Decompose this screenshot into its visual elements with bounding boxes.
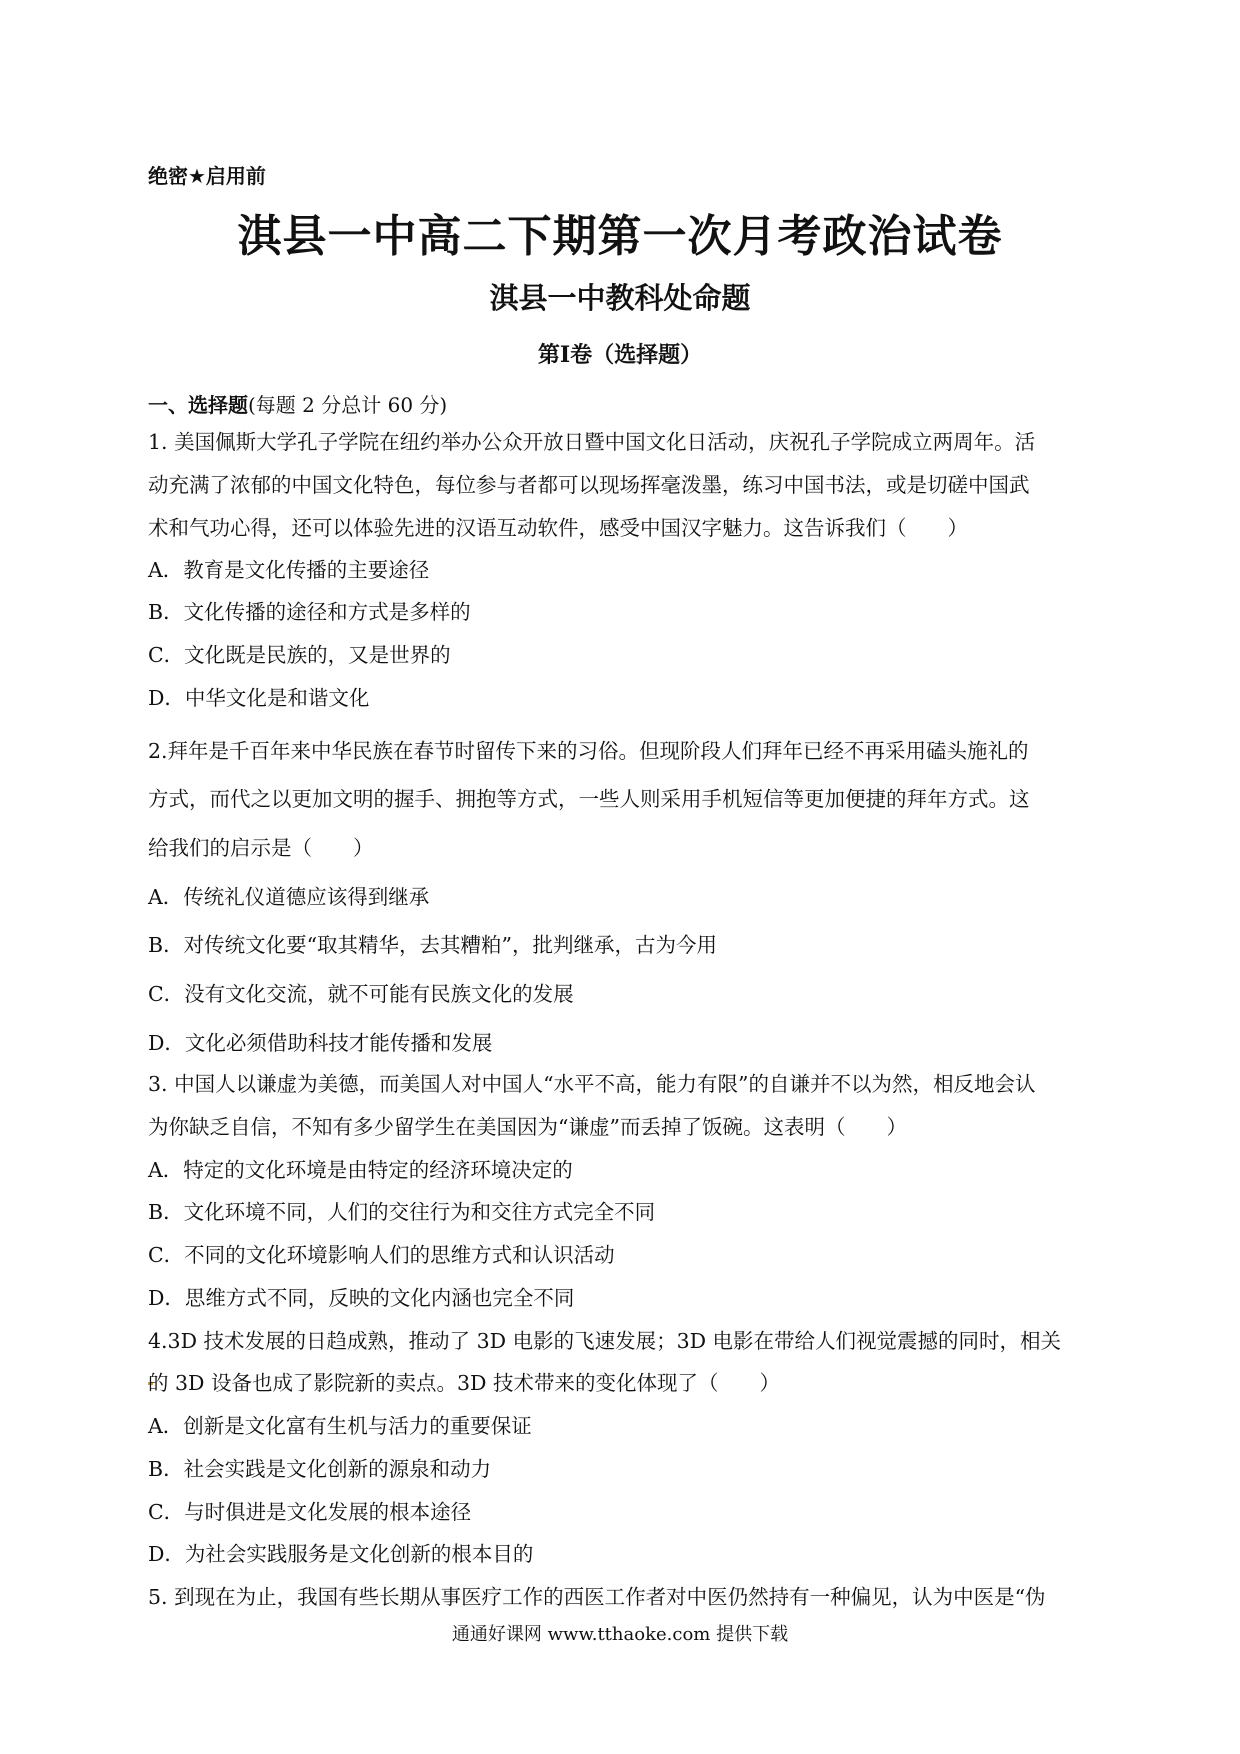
question-2-option-c: C．没有文化交流，就不可能有民族文化的发展: [148, 982, 574, 1006]
question-4-option-b: B．社会实践是文化创新的源泉和动力: [148, 1457, 492, 1481]
question-3-line-2: 为你缺乏自信，不知有多少留学生在美国因为“谦虚”而丢掉了饭碗。这表明（ ）: [148, 1115, 907, 1139]
question-3-option-a: A．特定的文化环境是由特定的经济环境决定的: [148, 1158, 573, 1182]
question-4-line-2: 的 3D 设备也成了影院新的卖点。3D 技术带来的变化体现了（ ）: [148, 1371, 781, 1395]
question-1-line-3: 术和气功心得，还可以体验先进的汉语互动软件，感受中国汉字魅力。这告诉我们（ ）: [148, 516, 968, 540]
question-4-option-a: A．创新是文化富有生机与活力的重要保证: [148, 1414, 532, 1438]
question-3-line-1: 3. 中国人以谦虚为美德，而美国人对中国人“水平不高，能力有限”的自谦并不以为然，相反地会认: [148, 1072, 1036, 1096]
question-2-line-3: 给我们的启示是（ ）: [148, 836, 374, 860]
question-4-line-1: 4.3D 技术发展的日趋成熟，推动了 3D 电影的飞速发展；3D 电影在带给人们视觉震撼的同时，相关: [148, 1329, 1062, 1353]
question-2-option-b: B．对传统文化要“取其精华，去其糟粕”，批判继承，古为今用: [148, 933, 718, 957]
question-4-option-c: C．与时俱进是文化发展的根本途径: [148, 1500, 472, 1524]
question-2-line-1: 2.拜年是千百年来中华民族在春节时留传下来的习俗。但现阶段人们拜年已经不再采用磕头施礼的: [148, 739, 1029, 763]
page-footer: 通通好课网 www.tthaoke.com 提供下载: [451, 1624, 789, 1645]
question-3-option-d: D．思维方式不同，反映的文化内涵也完全不同: [148, 1286, 575, 1310]
question-2-option-a: A．传统礼仪道德应该得到继承: [148, 885, 430, 909]
exam-title: 淇县一中高二下期第一次月考政治试卷: [237, 211, 1003, 262]
question-2-option-d: D．文化必须借助科技才能传播和发展: [148, 1031, 493, 1055]
question-3-option-b: B．文化环境不同，人们的交往行为和交往方式完全不同: [148, 1200, 656, 1224]
question-1-line-2: 动充满了浓郁的中国文化特色，每位参与者都可以现场挥毫泼墨，练习中国书法，或是切磋中国武: [148, 473, 1030, 497]
secret-label: 绝密★启用前: [148, 164, 266, 188]
question-1-option-d: D．中华文化是和谐文化: [148, 686, 370, 710]
volume-heading: 第Ⅰ卷（选择题）: [537, 342, 703, 368]
exam-subtitle: 淇县一中教科处命题: [489, 281, 751, 315]
question-3-option-c: C．不同的文化环境影响人们的思维方式和认识活动: [148, 1243, 615, 1267]
question-1-option-c: C．文化既是民族的，又是世界的: [148, 643, 451, 667]
question-1-option-a: A．教育是文化传播的主要途径: [148, 558, 430, 582]
question-2-line-2: 方式，而代之以更加文明的握手、拥抱等方式，一些人则采用手机短信等更加便捷的拜年方式。这: [148, 787, 1030, 811]
section-heading: [148, 389, 447, 418]
question-5-line-1: 5. 到现在为止，我国有些长期从事医疗工作的西医工作者对中医仍然持有一种偏见，认为中医是“伪: [148, 1585, 1046, 1609]
question-1-option-b: B．文化传播的途径和方式是多样的: [148, 600, 471, 624]
section-title: 一、选择题: [148, 393, 248, 417]
question-4-option-d: D．为社会实践服务是文化创新的根本目的: [148, 1542, 534, 1566]
section-note: (每题 2 分总计 60 分): [248, 393, 448, 417]
question-1-line-1: 1. 美国佩斯大学孔子学院在纽约举办公众开放日暨中国文化日活动，庆祝孔子学院成立两周年。活: [148, 430, 1036, 454]
